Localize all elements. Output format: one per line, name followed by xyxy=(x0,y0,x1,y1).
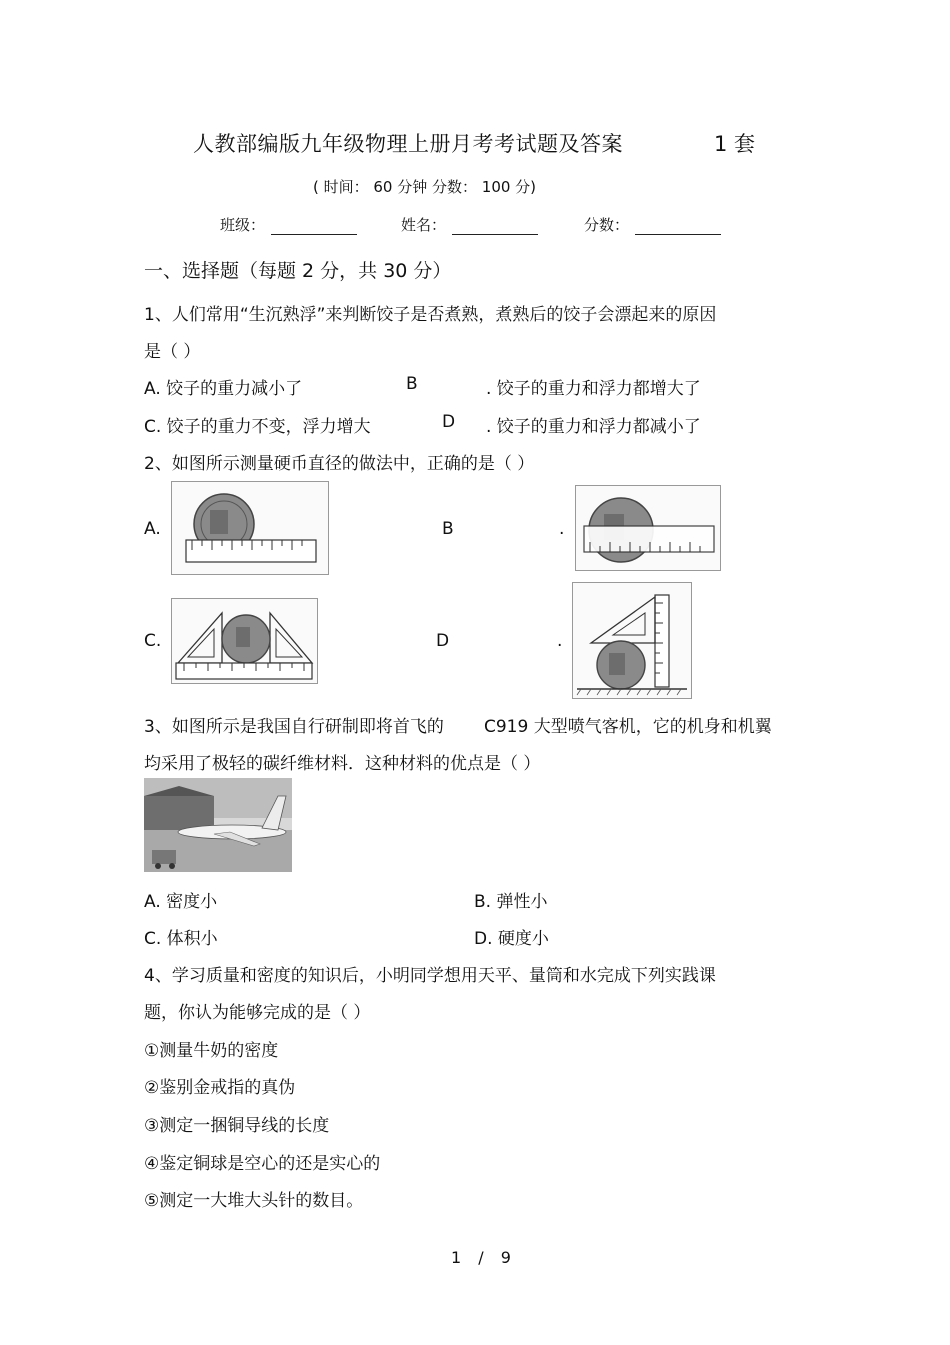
page-title: 人教部编版九年级物理上册月考考试题及答案 xyxy=(193,132,623,156)
q3-stem-line1-a: 3、如图所示是我国自行研制即将首飞的 xyxy=(144,717,444,737)
name-blank[interactable] xyxy=(452,218,538,235)
page-number: 1 / 9 xyxy=(451,1248,517,1267)
q4-item-3: ③测定一捆铜导线的长度 xyxy=(144,1116,330,1136)
q3-option-b[interactable]: B. 弹性小 xyxy=(474,892,548,912)
score-field xyxy=(584,214,721,235)
coin-ruler-illustration-a xyxy=(172,482,328,574)
q2-label-d-dot: . xyxy=(557,631,563,651)
q2-label-b-dot: . xyxy=(559,519,565,539)
q4-stem-line1: 4、学习质量和密度的知识后，小明同学想用天平、量筒和水完成下列实践课 xyxy=(144,966,716,986)
q4-item-5: ⑤测定一大堆大头针的数目。 xyxy=(144,1191,364,1211)
q3-option-c[interactable]: C. 体积小 xyxy=(144,929,218,949)
score-label: 分数： xyxy=(584,216,630,234)
q2-figure-b[interactable] xyxy=(575,485,721,571)
q2-label-b[interactable]: B xyxy=(442,519,454,539)
q2-label-a[interactable]: A. xyxy=(144,519,161,539)
coin-triangles-illustration-c xyxy=(172,599,317,683)
q1-option-b-letter[interactable]: B xyxy=(406,374,418,394)
page-title-suffix: 1 套 xyxy=(714,132,756,156)
q3-option-a[interactable]: A. 密度小 xyxy=(144,892,218,912)
coin-ruler-illustration-b xyxy=(576,486,720,570)
score-blank[interactable] xyxy=(635,218,721,235)
q4-stem-line2: 题，你认为能够完成的是（ ） xyxy=(144,1003,371,1023)
q3-stem-line1-b: C919 大型喷气客机，它的机身和机翼 xyxy=(484,717,772,737)
q4-item-1: ①测量牛奶的密度 xyxy=(144,1041,279,1061)
coin-triangle-ruler-illustration-d xyxy=(573,583,691,698)
q2-stem: 2、如图所示测量硬币直径的做法中，正确的是（ ） xyxy=(144,454,535,474)
q1-option-a[interactable]: A. 饺子的重力减小了 xyxy=(144,379,303,399)
q2-label-d[interactable]: D xyxy=(436,631,450,651)
q1-option-d[interactable]: . 饺子的重力和浮力都减小了 xyxy=(486,417,701,437)
q2-figure-d[interactable] xyxy=(572,582,692,699)
section-heading: 一、选择题（每题 2 分，共 30 分） xyxy=(144,260,452,282)
name-label: 姓名： xyxy=(401,216,447,234)
q4-item-2: ②鉴别金戒指的真伪 xyxy=(144,1078,296,1098)
q3-option-d[interactable]: D. 硬度小 xyxy=(474,929,549,949)
exam-time-line: ( 时间： 60 分钟 分数： 100 分) xyxy=(313,178,537,196)
q3-stem-line2: 均采用了极轻的碳纤维材料．这种材料的优点是（ ） xyxy=(144,754,541,774)
class-blank[interactable] xyxy=(271,218,357,235)
q1-stem-line1: 1、人们常用“生沉熟浮”来判断饺子是否煮熟，煮熟后的饺子会漂起来的原因 xyxy=(144,305,717,325)
class-label: 班级： xyxy=(220,216,266,234)
q1-option-c[interactable]: C. 饺子的重力不变，浮力增大 xyxy=(144,417,371,437)
class-field xyxy=(220,214,357,235)
q1-option-d-letter[interactable]: D xyxy=(442,412,456,432)
q1-option-b[interactable]: . 饺子的重力和浮力都增大了 xyxy=(486,379,701,399)
q2-label-c[interactable]: C. xyxy=(144,631,162,651)
q2-figure-a[interactable] xyxy=(171,481,329,575)
name-field xyxy=(401,214,538,235)
q1-stem-line2: 是（ ） xyxy=(144,342,201,362)
q3-airplane-photo xyxy=(144,778,292,872)
q4-item-4: ④鉴定铜球是空心的还是实心的 xyxy=(144,1154,381,1174)
airplane-image xyxy=(144,778,292,872)
q2-figure-c[interactable] xyxy=(171,598,318,684)
